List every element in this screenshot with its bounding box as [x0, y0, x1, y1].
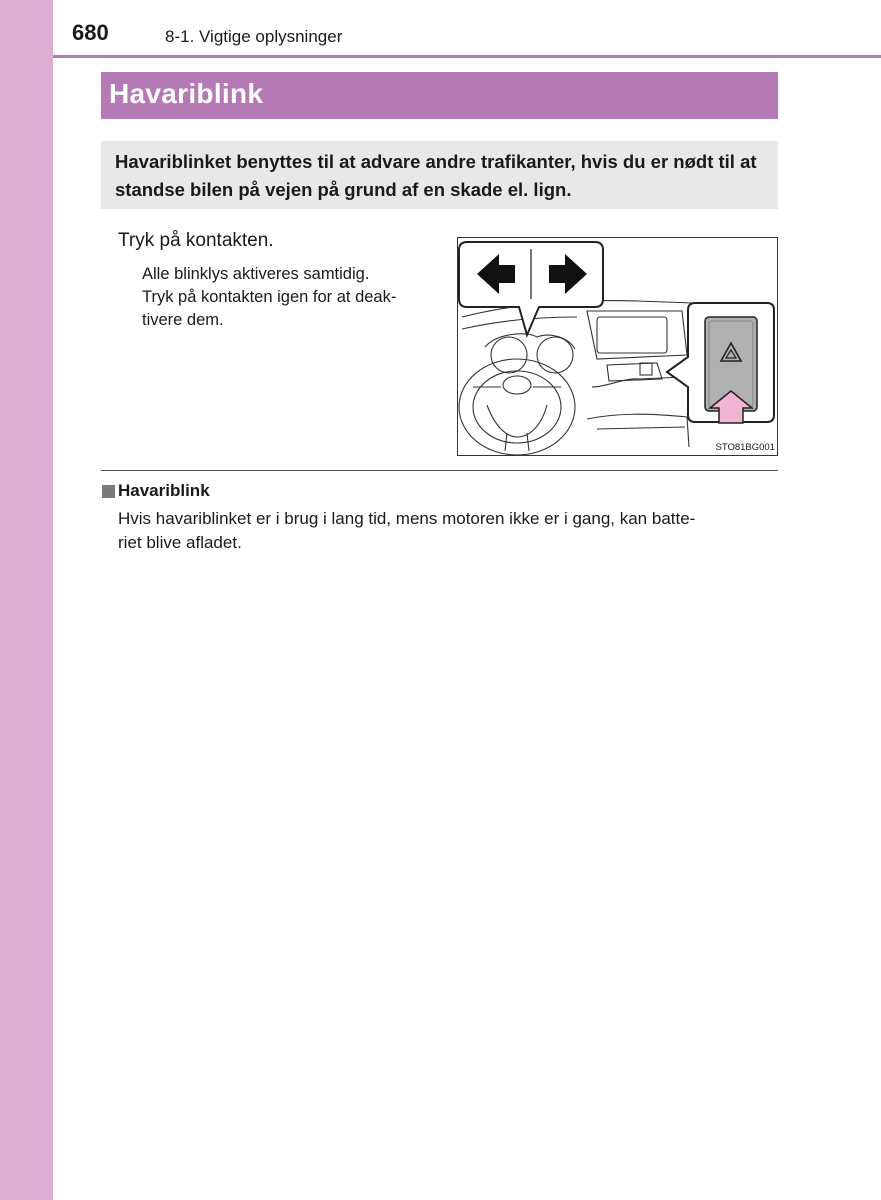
section-reference: 8-1. Vigtige oplysninger: [165, 27, 343, 46]
page-number: 680: [72, 20, 109, 45]
title-band: [101, 72, 778, 119]
hazard-switch-illustration: [457, 237, 778, 456]
detail-line: Alle blinklys aktiveres samtidig.: [142, 265, 370, 283]
instruction-step: Tryk på kontakten.: [118, 230, 274, 251]
note-heading: Havariblink: [118, 481, 210, 500]
instruction-detail: [142, 263, 442, 332]
detail-line: Tryk på kontakten igen for at deak-: [142, 288, 397, 306]
square-bullet-icon: [102, 485, 115, 498]
page-title: Havariblink: [109, 78, 264, 109]
detail-line: tivere dem.: [142, 311, 224, 329]
section-divider: [101, 470, 778, 471]
side-tab-bar: [0, 0, 53, 1200]
intro-box: [101, 141, 778, 209]
note-line: riet blive afladet.: [118, 533, 242, 552]
note-body: [118, 507, 778, 555]
figure-code: STO81BG001: [715, 442, 775, 453]
intro-text: Havariblinket benyttes til at advare andre trafikanter, hvis du er nødt til at standse bilen på vejen på grund af en skade el. lign.: [115, 151, 757, 200]
note-line: Hvis havariblinket er i brug i lang tid, mens motoren ikke er i gang, kan batte-: [118, 509, 696, 528]
header-rule: [53, 55, 881, 58]
